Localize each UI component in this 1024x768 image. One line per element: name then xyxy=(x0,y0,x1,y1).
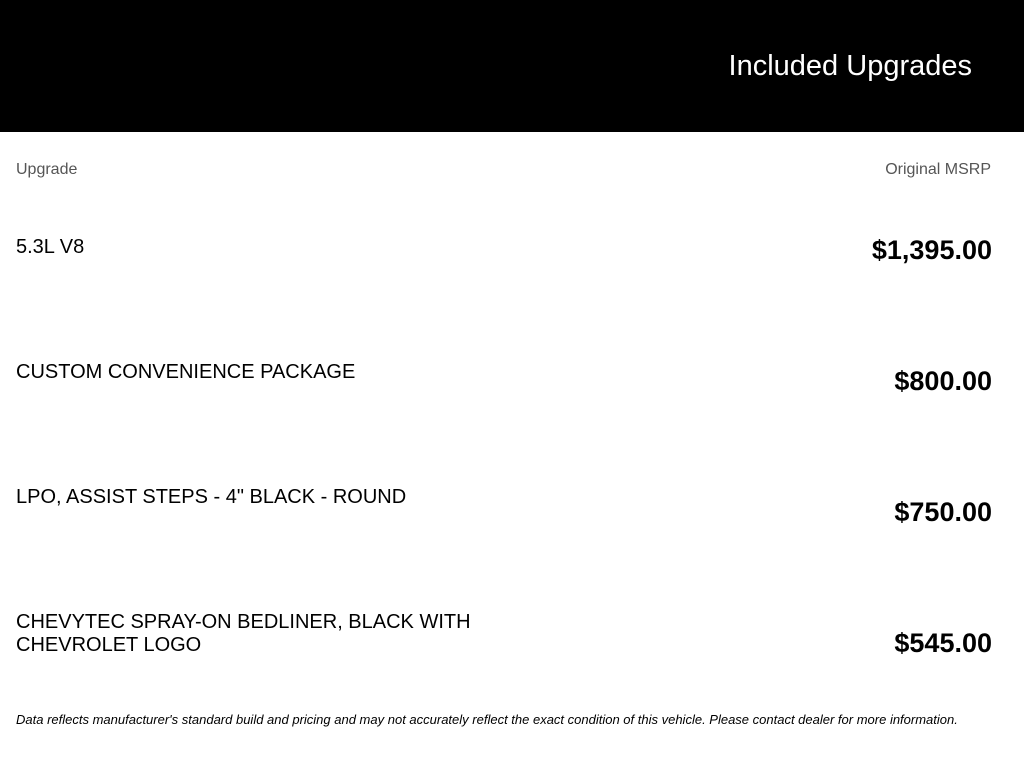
upgrade-price: $545.00 xyxy=(894,628,992,658)
upgrade-name: CHEVYTEC SPRAY-ON BEDLINER, BLACK WITH CHEVROLET LOGO xyxy=(16,611,471,656)
column-header-msrp: Original MSRP xyxy=(885,161,991,178)
upgrade-price: $750.00 xyxy=(894,497,992,527)
page-title: Included Upgrades xyxy=(728,50,972,82)
disclaimer-text: Data reflects manufacturer's standard build and pricing and may not accurately reflect the exact condition of this vehicle. Please contact dealer for more information. xyxy=(16,712,958,727)
column-header-upgrade: Upgrade xyxy=(16,161,78,178)
upgrade-price: $1,395.00 xyxy=(871,235,992,265)
upgrade-price: $800.00 xyxy=(894,366,992,396)
upgrade-name: 5.3L V8 xyxy=(16,236,85,258)
header-bar xyxy=(0,0,1024,132)
upgrade-name: CUSTOM CONVENIENCE PACKAGE xyxy=(16,361,356,383)
upgrade-name: LPO, ASSIST STEPS - 4" BLACK - ROUND xyxy=(16,486,407,508)
